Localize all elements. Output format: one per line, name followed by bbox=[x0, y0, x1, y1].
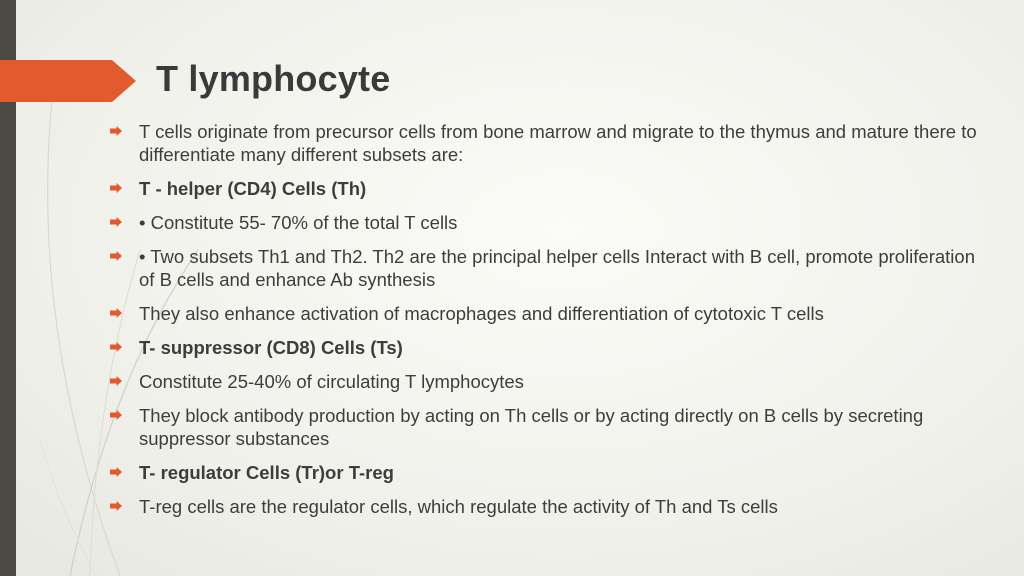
bullet-item bbox=[108, 120, 988, 166]
bullet-text: T - helper (CD4) Cells (Th) bbox=[139, 178, 367, 199]
bullet-text: • Constitute 55- 70% of the total T cells bbox=[139, 212, 458, 233]
arrow-bullet-icon bbox=[110, 410, 122, 420]
bullet-item bbox=[108, 495, 988, 518]
arrow-bullet-icon bbox=[110, 126, 122, 136]
arrow-bullet-icon bbox=[110, 217, 122, 227]
bullet-item bbox=[108, 370, 988, 393]
bullet-item bbox=[108, 404, 988, 450]
slide-title: T lymphocyte bbox=[156, 58, 391, 99]
bullet-text: They also enhance activation of macrophages and differentiation of cytotoxic T cells bbox=[139, 303, 824, 324]
arrow-bullet-icon bbox=[110, 308, 122, 318]
bullet-text: T- regulator Cells (Tr)or T-reg bbox=[139, 462, 394, 483]
bullet-text: T-reg cells are the regulator cells, which regulate the activity of Th and Ts cells bbox=[139, 496, 778, 517]
bullet-text: T cells originate from precursor cells from bone marrow and migrate to the thymus and mature there to differentiate many different subsets are: bbox=[139, 121, 977, 165]
bullet-item bbox=[108, 461, 988, 484]
title-accent-arrow bbox=[0, 60, 136, 102]
arrow-bullet-icon bbox=[110, 501, 122, 511]
bullet-text: T- suppressor (CD8) Cells (Ts) bbox=[139, 337, 403, 358]
bullet-item bbox=[108, 302, 988, 325]
arrow-bullet-icon bbox=[110, 376, 122, 386]
bullet-item bbox=[108, 336, 988, 359]
arrow-bullet-icon bbox=[110, 183, 122, 193]
arrow-bullet-icon bbox=[110, 251, 122, 261]
arrow-bullet-icon bbox=[110, 342, 122, 352]
bullet-item bbox=[108, 177, 988, 200]
bullet-item bbox=[108, 211, 988, 234]
bullet-list bbox=[108, 120, 988, 529]
bullet-text: They block antibody production by acting on Th cells or by acting directly on B cells by secreting suppressor substances bbox=[139, 405, 924, 449]
bullet-text: Constitute 25-40% of circulating T lymphocytes bbox=[139, 371, 524, 392]
bullet-text: • Two subsets Th1 and Th2. Th2 are the principal helper cells Interact with B cell, promote proliferation of B cells and enhance Ab synthesis bbox=[139, 246, 975, 290]
bullet-item bbox=[108, 245, 988, 291]
arrow-bullet-icon bbox=[110, 467, 122, 477]
